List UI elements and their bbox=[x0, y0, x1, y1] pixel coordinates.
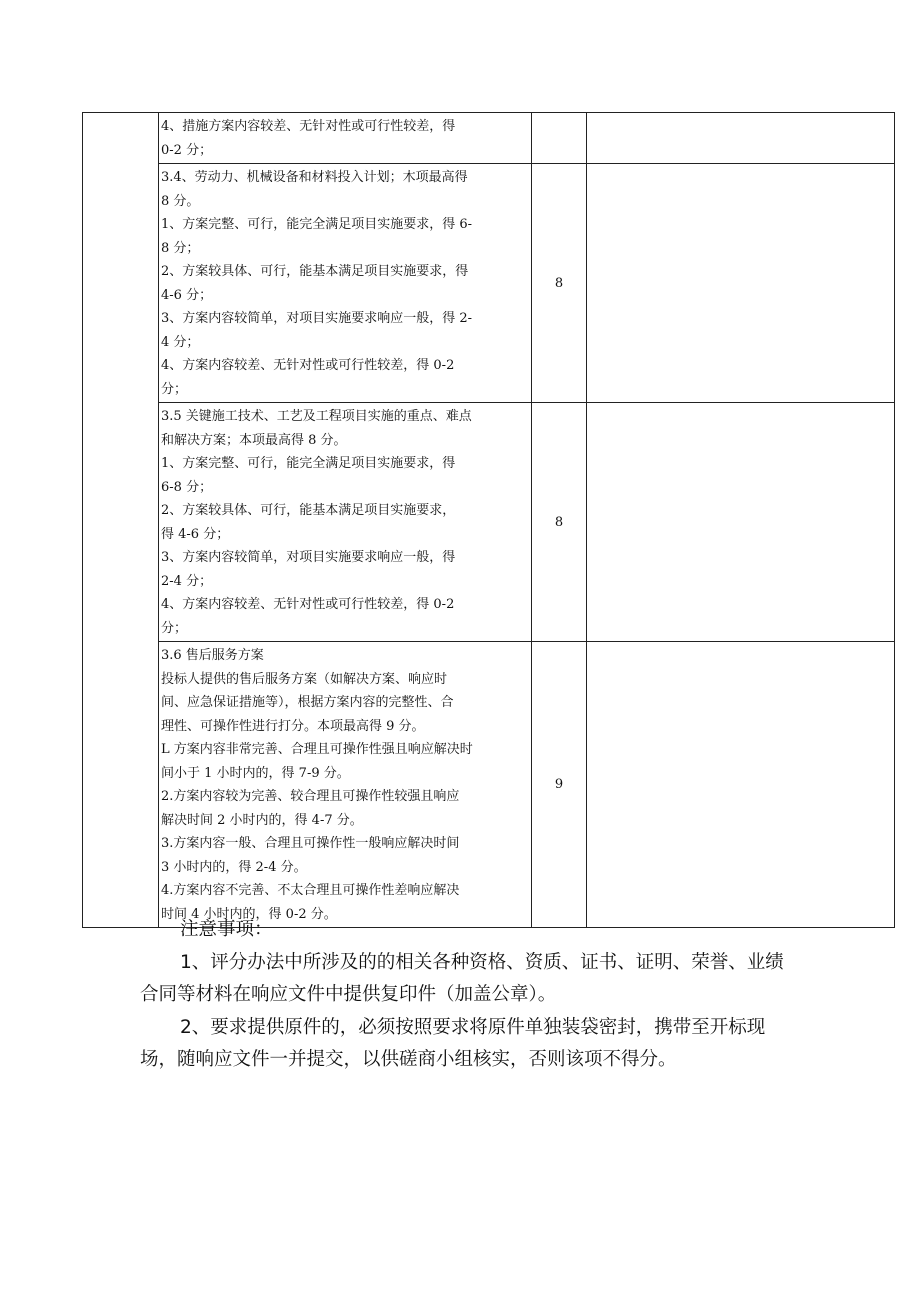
remark-cell bbox=[587, 642, 895, 928]
criteria-line: 4、方案内容较差、无针对性或可行性较差，得 0-2 bbox=[161, 597, 455, 612]
criteria-line: 4、方案内容较差、无针对性或可行性较差，得 0-2 bbox=[161, 358, 455, 373]
table-row bbox=[83, 403, 895, 642]
criteria-line: 1、方案完整、可行，能完全满足项目实施要求，得 6- bbox=[161, 217, 473, 232]
notes-section bbox=[140, 914, 890, 1077]
category-cell bbox=[83, 113, 159, 928]
table-row bbox=[83, 113, 895, 164]
criteria-line: 4、措施方案内容较差、无针对性或可行性较差，得 bbox=[161, 119, 456, 134]
table-row bbox=[83, 642, 895, 928]
criteria-line: 2、方案较具体、可行，能基本满足项目实施要求，得 bbox=[161, 264, 469, 279]
criteria-line: 间、应急保证措施等），根据方案内容的完整性、合 bbox=[161, 695, 454, 710]
criteria-line: 1、方案完整、可行，能完全满足项目实施要求，得 bbox=[161, 456, 456, 471]
criteria-line: 2.方案内容较为完善、较合理且可操作性较强且响应 bbox=[161, 789, 460, 804]
score-cell: 8 bbox=[532, 403, 587, 642]
criteria-line: 分； bbox=[161, 381, 188, 397]
criteria-line: 0-2 分； bbox=[161, 142, 213, 158]
criteria-line: 分； bbox=[161, 620, 188, 636]
criteria-line: 4-6 分； bbox=[161, 287, 213, 303]
criteria-line: 解决时间 2 小时内的，得 4-7 分。 bbox=[161, 812, 363, 828]
criteria-line: 和解决方案；本项最高得 8 分。 bbox=[161, 432, 347, 448]
criteria-line: 3 小时内的，得 2-4 分。 bbox=[161, 859, 307, 875]
note-line: 场，随响应文件一并提交，以供磋商小组核实，否则该项不得分。 bbox=[140, 1049, 677, 1070]
criteria-line: 8 分； bbox=[161, 240, 200, 256]
remark-cell bbox=[587, 113, 895, 164]
criteria-line: L 方案内容非常完善、合理且可操作性强且响应解决时 bbox=[161, 742, 473, 757]
criteria-line: 投标人提供的售后服务方案（如解决方案、响应时 bbox=[161, 671, 448, 687]
criteria-cell bbox=[159, 403, 532, 642]
criteria-line: 3.5 关键施工技术、工艺及工程项目实施的重点、难点 bbox=[161, 409, 472, 424]
score-cell: 9 bbox=[532, 642, 587, 928]
criteria-line: 2-4 分； bbox=[161, 573, 213, 589]
criteria-cell bbox=[159, 164, 532, 403]
criteria-line: 3、方案内容较简单，对项目实施要求响应一般，得 2- bbox=[161, 311, 473, 326]
criteria-line: 2、方案较具体、可行，能基本满足项目实施要求， bbox=[161, 503, 456, 518]
note-item bbox=[140, 947, 890, 1012]
criteria-line: 3.4、劳动力、机械设备和材料投入计划；木项最高得 bbox=[161, 170, 468, 185]
criteria-line: 8 分。 bbox=[161, 193, 200, 209]
criteria-line: 4.方案内容不完善、不太合理且可操作性差响应解决 bbox=[161, 883, 460, 898]
score-cell: 8 bbox=[532, 164, 587, 403]
criteria-line: 时间 4 小时内的，得 0-2 分。 bbox=[161, 906, 337, 922]
criteria-line: 3、方案内容较简单，对项目实施要求响应一般，得 bbox=[161, 550, 456, 565]
criteria-cell bbox=[159, 113, 532, 164]
remark-cell bbox=[587, 164, 895, 403]
criteria-line: 3.6 售后服务方案 bbox=[161, 648, 264, 663]
notes-title: 注意事项： bbox=[180, 919, 273, 940]
table-row bbox=[83, 164, 895, 403]
criteria-cell bbox=[159, 642, 532, 928]
criteria-line: 3.方案内容一般、合理且可操作性一般响应解决时间 bbox=[161, 836, 460, 851]
criteria-line: 4 分； bbox=[161, 334, 200, 350]
criteria-line: 理性、可操作性进行打分。本项最高得 9 分。 bbox=[161, 718, 425, 734]
scoring-table bbox=[82, 112, 895, 928]
score-cell bbox=[532, 113, 587, 164]
note-line: 1、评分办法中所涉及的的相关各种资格、资质、证书、证明、荣誉、业绩 bbox=[180, 951, 784, 973]
criteria-line: 得 4-6 分； bbox=[161, 526, 230, 542]
note-line: 合同等材料在响应文件中提供复印件（加盖公章）。 bbox=[140, 984, 557, 1005]
criteria-line: 间小于 1 小时内的，得 7-9 分。 bbox=[161, 765, 350, 781]
remark-cell bbox=[587, 403, 895, 642]
criteria-line: 6-8 分； bbox=[161, 479, 213, 495]
note-line: 2、要求提供原件的，必须按照要求将原件单独装袋密封，携带至开标现 bbox=[180, 1016, 766, 1038]
note-item bbox=[140, 1012, 890, 1077]
